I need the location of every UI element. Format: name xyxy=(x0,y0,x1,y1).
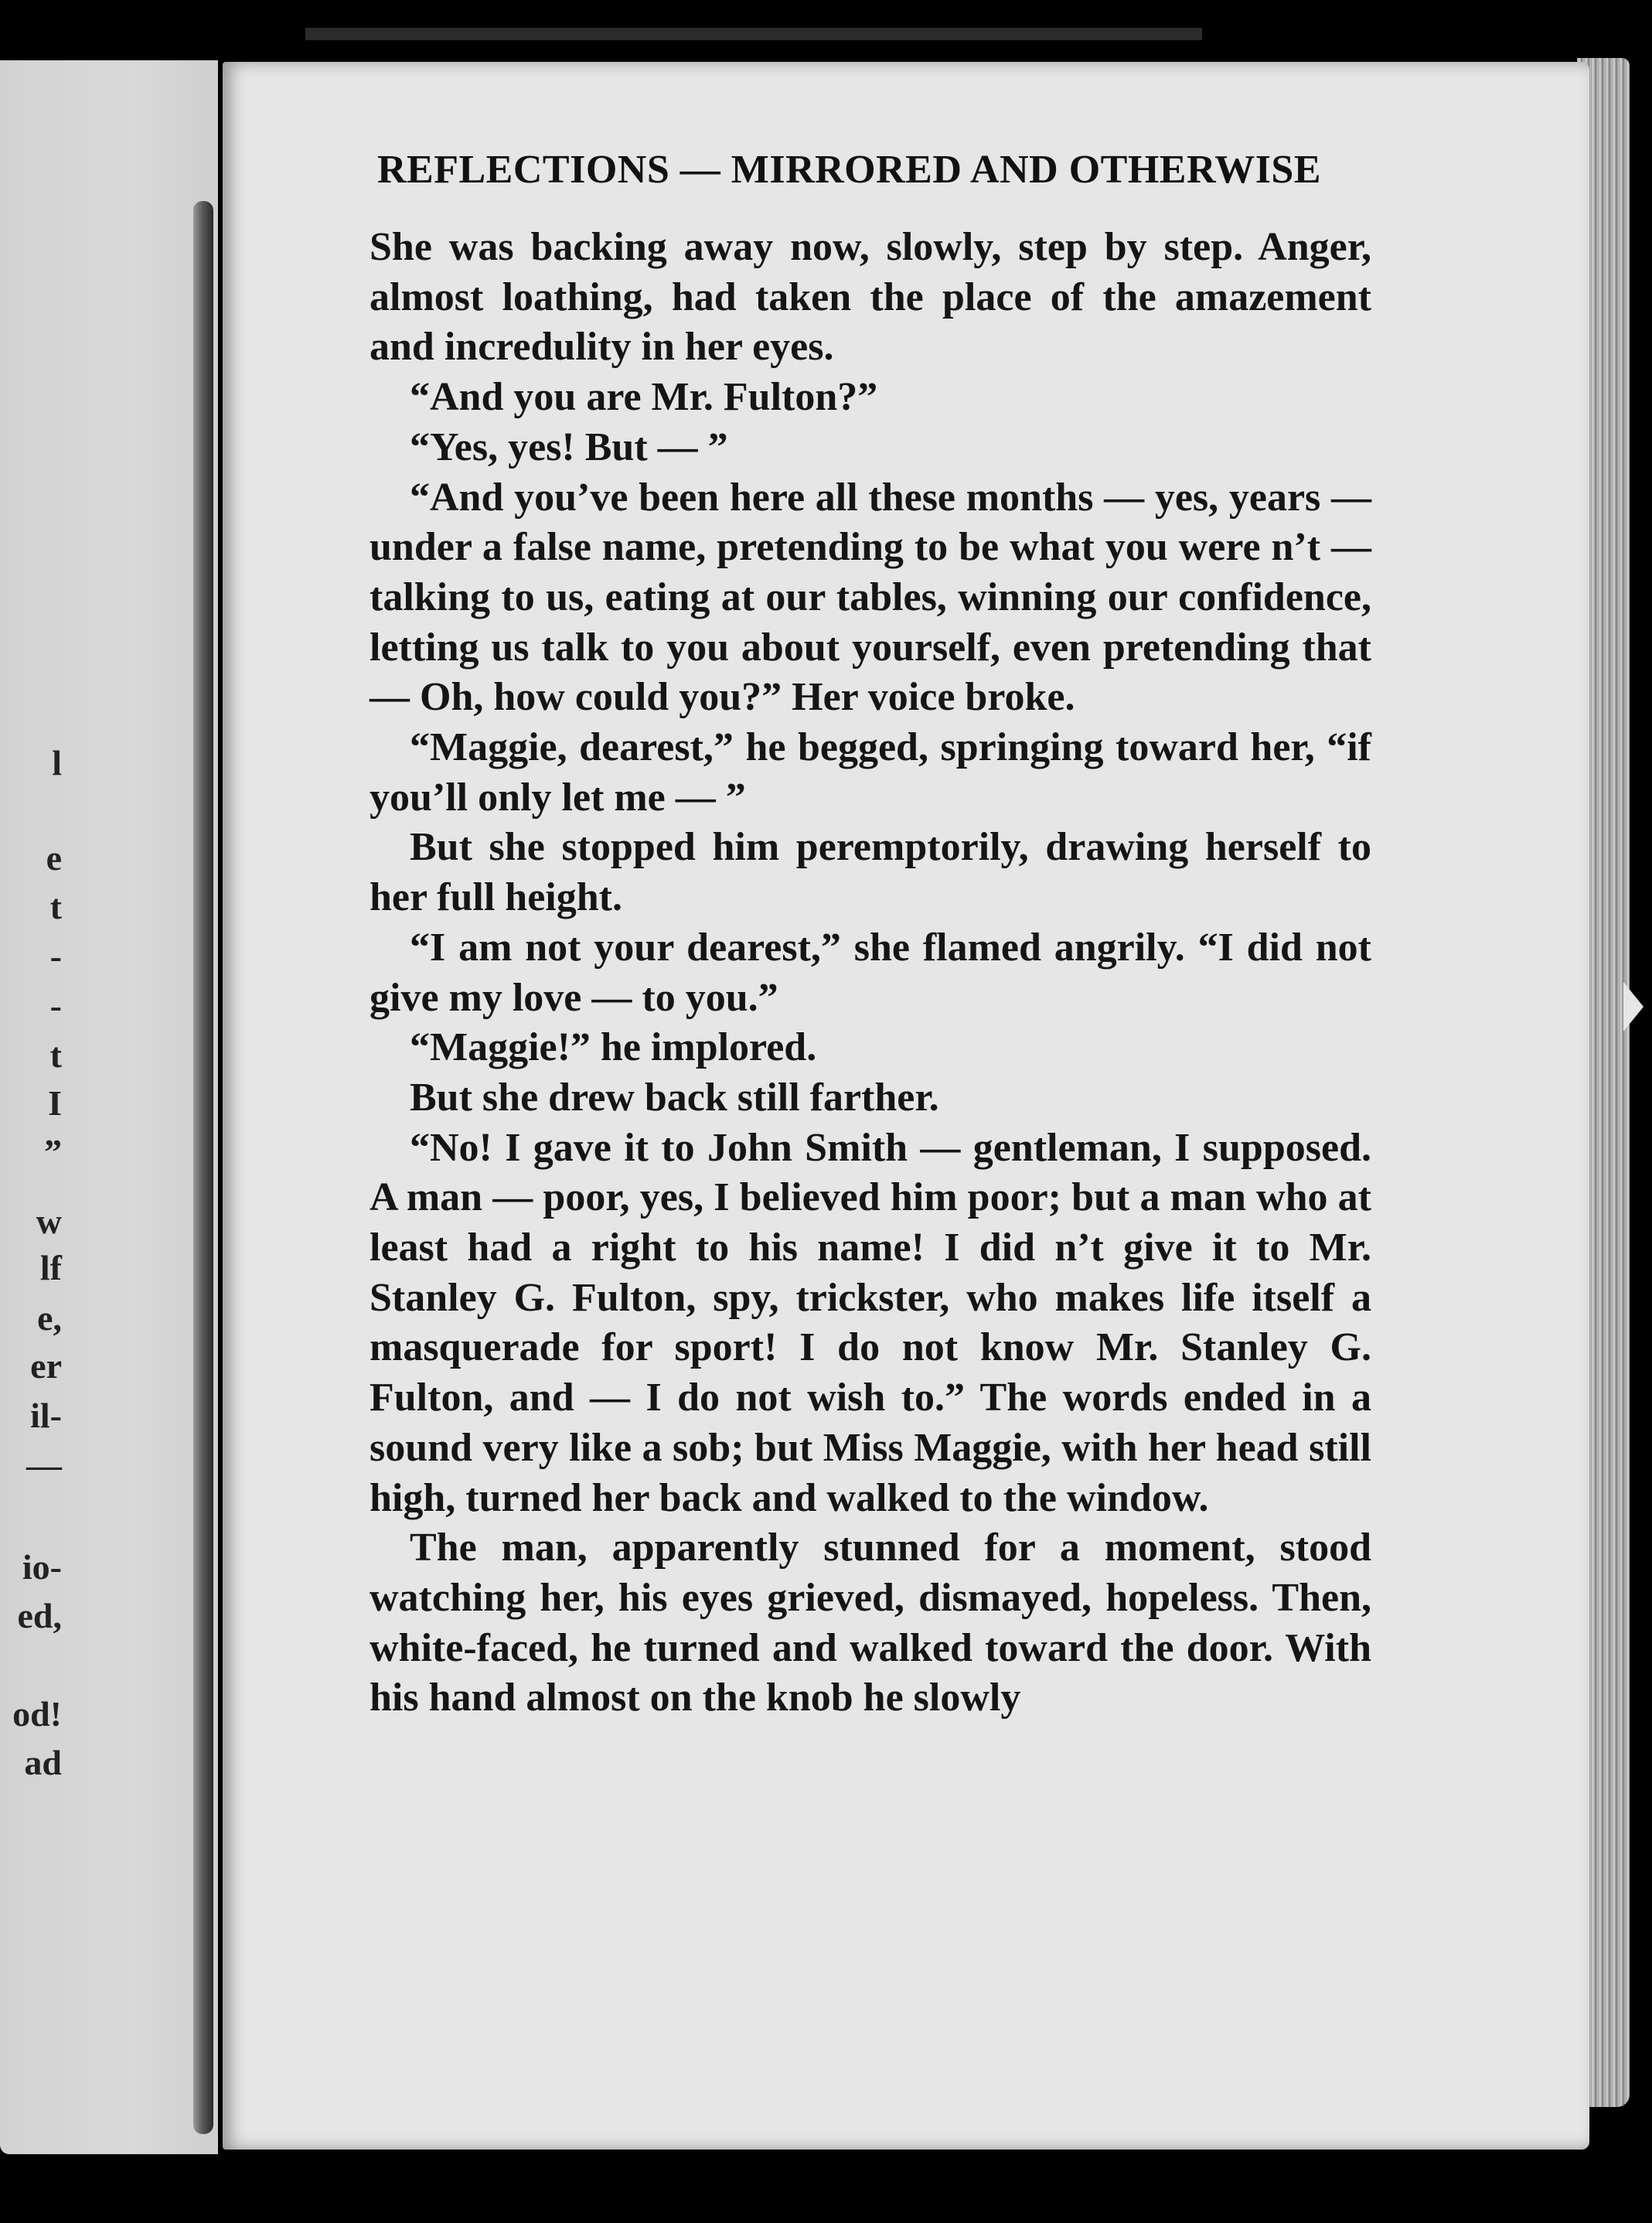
book-gutter xyxy=(193,201,213,2134)
body-text xyxy=(370,223,1371,1724)
paragraph: “Maggie!” he implored. xyxy=(410,1025,817,1070)
paragraph: She was backing away now, slowly, step by step. Anger, almost loathing, had taken the place of the amazement and incredulity in her eyes. xyxy=(370,225,1371,370)
facing-line-fragment: ed, xyxy=(17,1596,62,1635)
top-page-edge xyxy=(305,28,1202,40)
facing-line-fragment: e, xyxy=(37,1298,62,1338)
facing-line-fragment: ” xyxy=(44,1132,62,1171)
facing-line-fragment: er xyxy=(30,1346,62,1386)
facing-line-fragment: I xyxy=(48,1083,62,1123)
paragraph: But she stopped him peremptorily, drawing herself to her full height. xyxy=(370,825,1371,920)
paragraph: “And you’ve been here all these months — yes, years — under a false name, pretending to be what you were n’t — talking to us, eating at our tables, winning our confidence, letting us talk to you about yourself, even pretending that — Oh, how could you?” Her voice broke. xyxy=(370,475,1371,720)
facing-line-fragment: w xyxy=(36,1202,62,1241)
running-head: REFLECTIONS — MIRRORED AND OTHERWISE xyxy=(377,148,1322,192)
facing-line-fragment: e xyxy=(46,838,62,878)
page-tab-marker xyxy=(1623,982,1643,1031)
facing-line-fragment: t xyxy=(49,887,62,926)
paragraph: “And you are Mr. Fulton?” xyxy=(410,375,878,420)
facing-line-fragment: - xyxy=(49,936,62,976)
paragraph: “I am not your dearest,” she flamed angrily. “I did not give my love — to you.” xyxy=(370,925,1371,1020)
facing-line-fragment: il- xyxy=(30,1396,62,1435)
paragraph: But she drew back still farther. xyxy=(410,1075,939,1120)
paragraph: “No! I gave it to John Smith — gentleman, I supposed. A man — poor, yes, I believed him poor; but a man who at least had a right to his name! I did n’t give it to Mr. Stanley G. Fulton, spy, trickster, who makes life itself a masquerade for sport! I do not know Mr. Stanley G. Fulton, and — I do not wish to.” The words ended in a sound very like a sob; but Miss Maggie, with her head still high, turned her back and walked to the window. xyxy=(370,1125,1371,1520)
facing-line-fragment: lf xyxy=(39,1248,62,1287)
paragraph: “Yes, yes! But — ” xyxy=(410,424,728,469)
facing-line-fragment: l xyxy=(52,743,62,782)
paragraph: The man, apparently stunned for a moment, stood watching her, his eyes grieved, dismayed, hopeless. Then, white-faced, he turned and walked toward the door. With his hand almost on the knob he slowly xyxy=(370,1526,1371,1720)
paragraph: “Maggie, dearest,” he begged, springing toward her, “if you’ll only let me — ” xyxy=(370,725,1371,820)
facing-line-fragment: — xyxy=(26,1445,62,1485)
facing-page xyxy=(0,60,218,2154)
facing-line-fragment: ad xyxy=(24,1743,62,1782)
facing-page-text-fragments xyxy=(0,60,218,2154)
facing-line-fragment: t xyxy=(49,1035,62,1075)
facing-line-fragment: od! xyxy=(12,1694,62,1734)
facing-line-fragment: - xyxy=(49,986,62,1025)
facing-line-fragment: io- xyxy=(22,1547,62,1587)
